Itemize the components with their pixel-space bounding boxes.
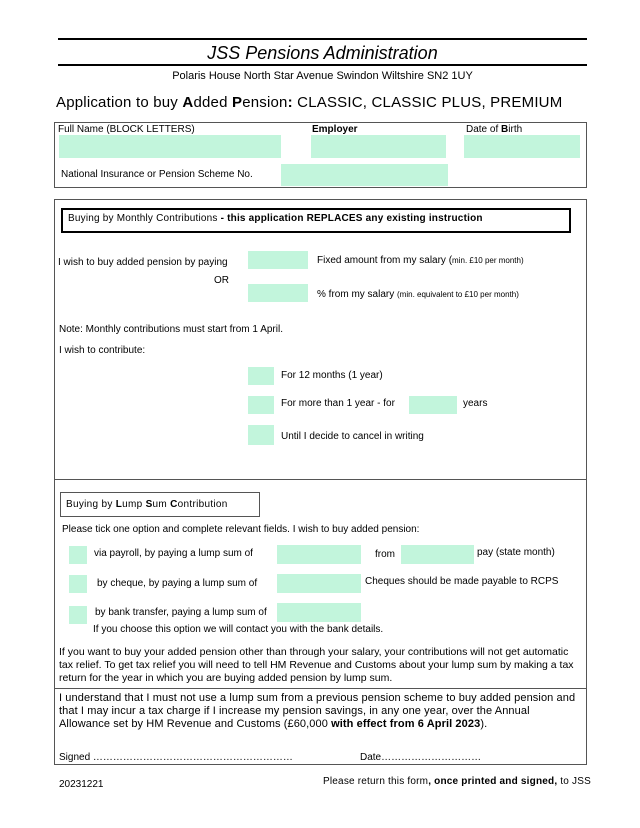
tax-relief-paragraph: If you want to buy your added pension other than through your salary, your contributions will not get automatic tax relief. To get tax relief you will need to tell HM Revenue and Customs about your lump sum by making a tax return for the year in which you are buying added pension by lump sum. bbox=[59, 646, 574, 684]
page-title: JSS Pensions Administration bbox=[207, 43, 438, 63]
cheque-amount-field[interactable] bbox=[277, 574, 361, 593]
dob-label bbox=[466, 124, 522, 135]
monthly-heading-part: - this application REPLACES any existing instruction bbox=[220, 213, 483, 224]
declaration-divider bbox=[54, 688, 587, 689]
lump-instruction: Please tick one option and complete relevant fields. I wish to buy added pension: bbox=[62, 524, 420, 535]
fixed-amount-field[interactable] bbox=[248, 251, 308, 269]
lump-heading-part: ump bbox=[122, 499, 146, 510]
payroll-label: via payroll, by paying a lump sum of bbox=[94, 548, 253, 559]
return-part: Please return this form bbox=[323, 776, 429, 787]
lump-heading-part: L bbox=[115, 499, 123, 510]
percent-min: (min. equivalent to £10 per month) bbox=[397, 290, 519, 299]
cheque-checkbox[interactable] bbox=[69, 575, 87, 593]
address: Polaris House North Star Avenue Swindon Wiltshire SN2 1UY bbox=[172, 70, 473, 82]
bank-transfer-note: If you choose this option we will contact you with the bank details. bbox=[93, 624, 384, 635]
bank-transfer-checkbox[interactable] bbox=[69, 606, 87, 624]
annual-allowance-amount: 60,000 bbox=[293, 718, 328, 730]
payroll-checkbox[interactable] bbox=[69, 546, 87, 564]
app-title-part: ension bbox=[242, 94, 288, 111]
years-label: years bbox=[463, 398, 488, 409]
option-12-months-checkbox[interactable] bbox=[248, 367, 274, 385]
app-title-part: : bbox=[287, 94, 293, 111]
lump-heading-part: C bbox=[170, 499, 178, 510]
return-instruction bbox=[323, 776, 591, 787]
return-part: , once printed and signed, bbox=[428, 776, 558, 787]
fixed-amount-text: Fixed amount from my salary ( bbox=[317, 255, 453, 266]
or-label: OR bbox=[214, 275, 229, 286]
option-more-checkbox[interactable] bbox=[248, 396, 274, 414]
dob-label-part: Date of bbox=[466, 124, 502, 135]
option-cancel-checkbox[interactable] bbox=[248, 425, 274, 445]
section-divider bbox=[54, 479, 587, 480]
employer-field[interactable] bbox=[311, 135, 446, 158]
wish-label: I wish to buy added pension by paying bbox=[58, 257, 228, 268]
percent-text: % from my salary bbox=[317, 289, 398, 300]
option-12-months-label: For 12 months (1 year) bbox=[281, 370, 383, 381]
option-more-label: For more than 1 year - for bbox=[281, 398, 395, 409]
app-title-part: Application to buy bbox=[56, 94, 183, 111]
percent-label bbox=[317, 289, 519, 300]
app-title-part: P bbox=[231, 94, 243, 111]
monthly-heading-part: Buying by Monthly Contributions bbox=[68, 213, 221, 224]
monthly-note: Note: Monthly contributions must start from 1 April. bbox=[59, 324, 283, 335]
lump-heading-part: Buying by bbox=[66, 499, 116, 510]
bank-transfer-label: by bank transfer, paying a lump sum of bbox=[95, 607, 267, 618]
option-cancel-label: Until I decide to cancel in writing bbox=[281, 431, 424, 442]
bank-amount-field[interactable] bbox=[277, 603, 361, 622]
declaration-text bbox=[59, 692, 577, 731]
cheque-note: Cheques should be made payable to RCPS bbox=[365, 576, 559, 587]
ni-label: National Insurance or Pension Scheme No. bbox=[61, 169, 253, 180]
declaration-part: ). bbox=[480, 718, 488, 730]
application-title bbox=[56, 94, 562, 111]
dob-label-part: irth bbox=[508, 124, 523, 135]
return-part: to JSS bbox=[557, 776, 591, 787]
form-code: 20231221 bbox=[59, 779, 104, 790]
header-rule-top bbox=[58, 38, 587, 40]
app-title-part: CLASSIC, CLASSIC PLUS, PREMIUM bbox=[292, 94, 563, 111]
full-name-label: Full Name (BLOCK LETTERS) bbox=[58, 124, 195, 135]
cheque-label: by cheque, by paying a lump sum of bbox=[97, 578, 258, 589]
dob-label-part: B bbox=[501, 124, 509, 135]
percent-field[interactable] bbox=[248, 284, 308, 302]
signed-line[interactable]: Signed …………………………………………………… bbox=[59, 752, 293, 763]
full-name-field[interactable] bbox=[59, 135, 281, 158]
lump-heading-part: ontribution bbox=[177, 499, 228, 510]
app-title-part: A bbox=[182, 94, 194, 111]
lump-heading bbox=[66, 499, 228, 510]
date-line[interactable]: Date………………………… bbox=[360, 752, 482, 763]
fixed-amount-label bbox=[317, 255, 524, 266]
lump-heading-part: S bbox=[145, 499, 153, 510]
from-label: from bbox=[375, 549, 395, 560]
years-field[interactable] bbox=[409, 396, 457, 414]
payroll-month-field[interactable] bbox=[401, 545, 474, 564]
lump-heading-part: um bbox=[152, 499, 171, 510]
pay-month-label: pay (state month) bbox=[477, 547, 555, 558]
dob-field[interactable] bbox=[464, 135, 580, 158]
app-title-part: dded bbox=[193, 94, 232, 111]
ni-field[interactable] bbox=[281, 164, 448, 186]
fixed-amount-min: min. £10 per month) bbox=[452, 256, 524, 265]
header-rule-bottom bbox=[58, 64, 587, 66]
contribute-label: I wish to contribute: bbox=[59, 345, 146, 356]
payroll-amount-field[interactable] bbox=[277, 545, 361, 564]
employer-label: Employer bbox=[312, 124, 358, 135]
declaration-part: I understand that I must not use a lump sum from a previous pension scheme to buy added pension and that I may incur a tax charge if I increase my pension savings, in any one year, over the Annual Allowance set by HM Revenue and Customs (£ bbox=[59, 692, 576, 730]
declaration-part: with effect from 6 April 2023 bbox=[327, 718, 481, 730]
monthly-heading bbox=[68, 213, 483, 224]
